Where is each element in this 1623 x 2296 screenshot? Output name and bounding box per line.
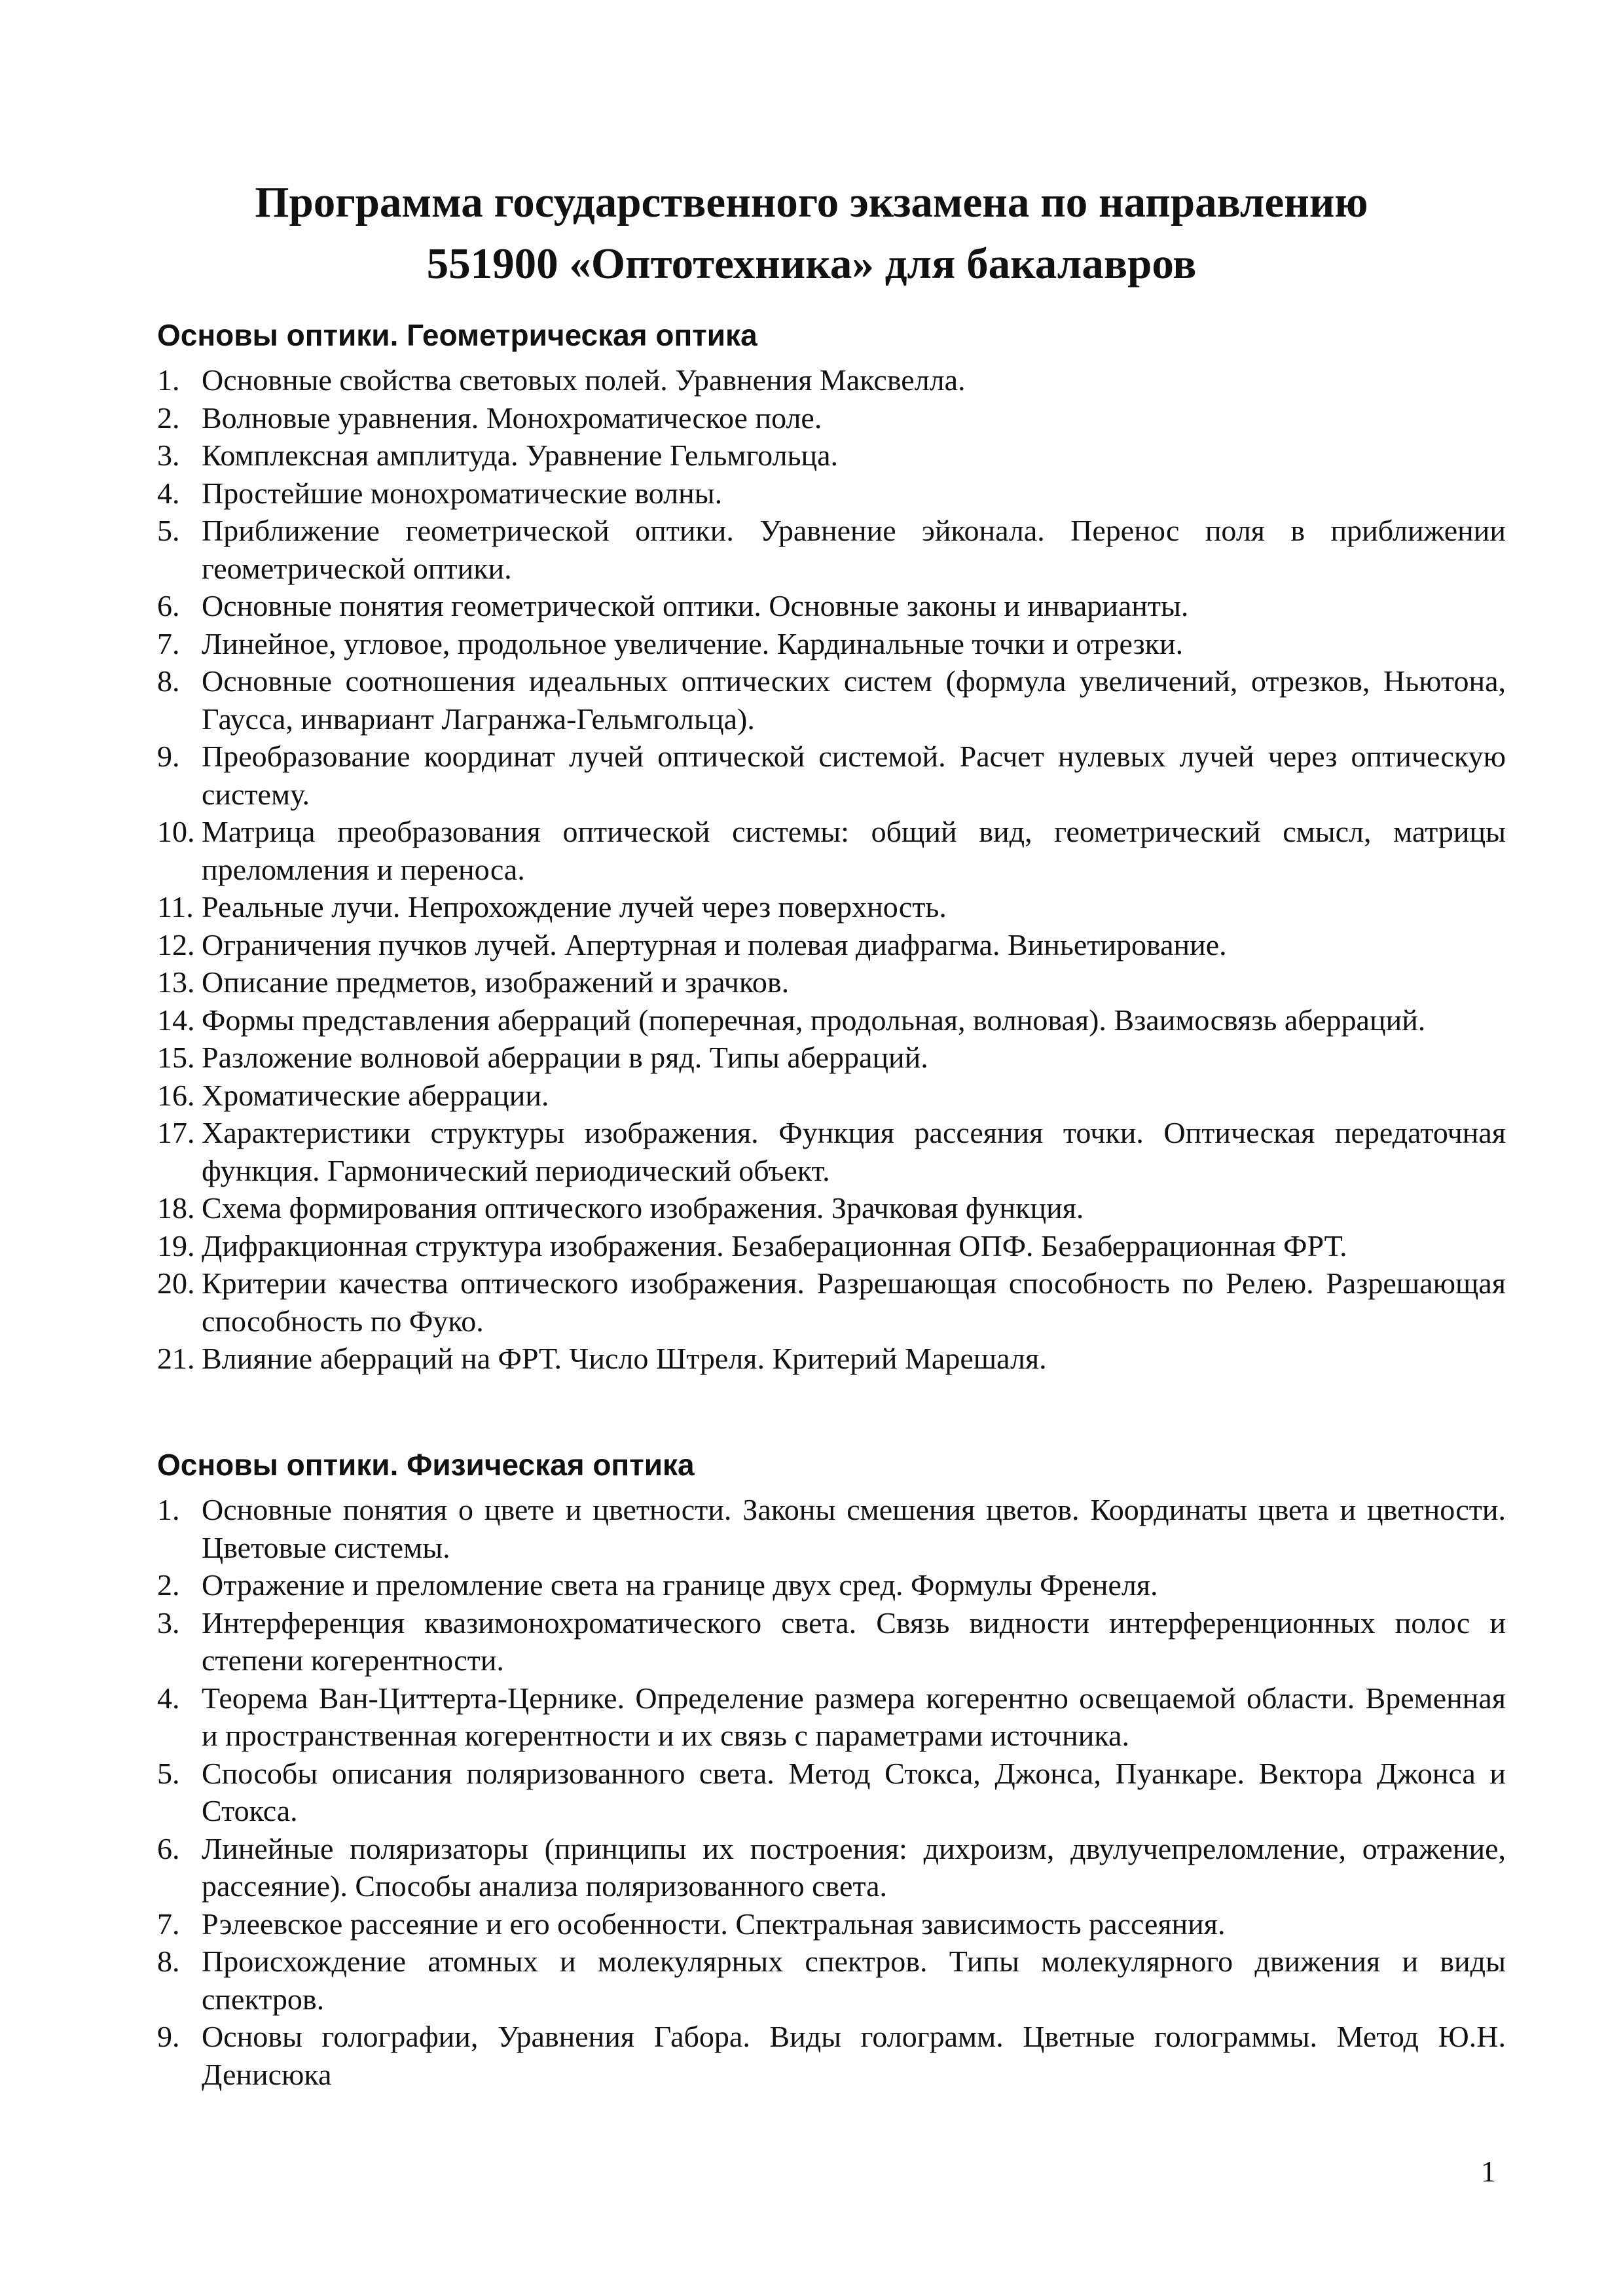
list-item-text: Линейные поляризаторы (принципы их построения: дихроизм, двулучепреломление, отражение, рассеяние). Способы анализа поляризованного света. [202, 1831, 1506, 1903]
list-item [157, 738, 1506, 813]
list-item [157, 1679, 1506, 1755]
list-item-number: 7. [157, 1907, 180, 1941]
list-item [157, 1905, 1506, 1943]
list-item-text: Интерференция квазимонохроматического света. Связь видности интерференционных полос и степени когерентности. [202, 1605, 1506, 1677]
list-item [157, 662, 1506, 738]
list-item [157, 1077, 1506, 1115]
list-item-number: 10. [157, 815, 195, 848]
list-item-text: Линейное, угловое, продольное увеличение. Кардинальные точки и отрезки. [202, 626, 1184, 660]
list-item-text: Основные свойства световых полей. Уравнения Максвелла. [202, 363, 966, 397]
list-item [157, 1943, 1506, 2018]
list-item-number: 3. [157, 439, 180, 472]
list-item-text: Критерии качества оптического изображения. Разрешающая способность по Релею. Разрешающая способность по Фуко. [202, 1266, 1506, 1338]
list-item [157, 1566, 1506, 1604]
list-item-number: 4. [157, 476, 180, 510]
list-item [157, 587, 1506, 625]
list-item-text: Способы описания поляризованного света. Метод Стокса, Джонса, Пуанкаре. Вектора Джонса и Стокса. [202, 1756, 1506, 1827]
list-item [157, 512, 1506, 587]
list-item [157, 2018, 1506, 2093]
list-item [157, 1265, 1506, 1340]
section-heading-physical-optics: Основы оптики. Физическая оптика [157, 1448, 695, 1482]
section-heading-geometric-optics: Основы оптики. Геометрическая оптика [157, 318, 757, 352]
list-item-text: Описание предметов, изображений и зрачков. [202, 965, 790, 999]
list-item-text: Основные соотношения идеальных оптических систем (формула увеличений, отрезков, Ньютона, Гаусса, инвариант Лагранжа-Гельмгольца). [202, 664, 1506, 736]
list-item [157, 1227, 1506, 1265]
list-item [157, 1189, 1506, 1227]
list-item-text: Формы представления аберраций (поперечная, продольная, волновая). Взаимосвязь аберраций. [202, 1003, 1426, 1037]
list-item [157, 1755, 1506, 1830]
list-item-number: 2. [157, 401, 180, 435]
list-item-number: 18. [157, 1191, 195, 1225]
list-item-text: Характеристики структуры изображения. Функция рассеяния точки. Оптическая передаточная функция. Гармонический периодический объект. [202, 1116, 1506, 1187]
list-item [157, 361, 1506, 399]
list-item [157, 1604, 1506, 1679]
list-item-text: Схема формирования оптического изображения. Зрачковая функция. [202, 1191, 1084, 1225]
list-item [157, 813, 1506, 888]
list-item-number: 1. [157, 1493, 180, 1526]
list-item-text: Разложение волновой аберрации в ряд. Типы аберраций. [202, 1041, 928, 1074]
list-item-text: Волновые уравнения. Монохроматическое поле. [202, 401, 822, 435]
list-item-number: 8. [157, 1945, 180, 1978]
list-item [157, 1114, 1506, 1189]
list-item-number: 4. [157, 1681, 180, 1715]
title-line-1: Программа государственного экзамена по направлению [255, 178, 1368, 226]
list-item-number: 21. [157, 1342, 195, 1375]
list-item-number: 9. [157, 2020, 180, 2053]
list-item-text: Простейшие монохроматические волны. [202, 476, 723, 510]
list-item-number: 14. [157, 1003, 195, 1037]
list-item-text: Матрица преобразования оптической системы: общий вид, геометрический смысл, матрицы преломления и переноса. [202, 815, 1506, 886]
list-item [157, 625, 1506, 663]
list-item-text: Влияние аберраций на ФРТ. Число Штреля. Критерий Марешаля. [202, 1342, 1047, 1375]
list-item-text: Основные понятия о цвете и цветности. Законы смешения цветов. Координаты цвета и цветности. Цветовые системы. [202, 1493, 1506, 1564]
list-item-number: 19. [157, 1229, 195, 1263]
list-item [157, 1830, 1506, 1905]
list-item [157, 399, 1506, 437]
list-item-number: 12. [157, 927, 195, 961]
list-item [157, 1001, 1506, 1039]
list-item-number: 1. [157, 363, 180, 397]
list-item-text: Основные понятия геометрической оптики. Основные законы и инварианты. [202, 589, 1189, 622]
list-item-number: 5. [157, 1756, 180, 1790]
geometric-optics-list [157, 361, 1506, 1378]
list-item-number: 20. [157, 1266, 195, 1300]
list-item-number: 8. [157, 664, 180, 698]
list-item-text: Хроматические аберрации. [202, 1078, 549, 1112]
list-item-text: Отражение и преломление света на границе двух сред. Формулы Френеля. [202, 1568, 1158, 1602]
page-number: 1 [1481, 2155, 1496, 2188]
list-item-number: 3. [157, 1605, 180, 1640]
list-item [157, 926, 1506, 964]
list-item-number: 5. [157, 514, 180, 547]
list-item-text: Теорема Ван-Циттерта-Цернике. Определение размера когерентно освещаемой области. Временная и пространственная когерентности и их связь с параметрами источника. [202, 1681, 1506, 1752]
list-item-number: 13. [157, 965, 195, 999]
list-item-number: 7. [157, 626, 180, 660]
title-line-2: 551900 «Оптотехника» для бакалавров [426, 240, 1197, 288]
list-item [157, 1491, 1506, 1566]
list-item-text: Реальные лучи. Непрохождение лучей через поверхность. [202, 890, 947, 924]
list-item-number: 2. [157, 1568, 180, 1602]
list-item-number: 6. [157, 589, 180, 622]
list-item [157, 1039, 1506, 1077]
list-item-number: 11. [157, 890, 194, 924]
list-item [157, 963, 1506, 1001]
list-item-number: 17. [157, 1116, 195, 1149]
list-item [157, 475, 1506, 512]
list-item-text: Рэлеевское рассеяние и его особенности. Спектральная зависимость рассеяния. [202, 1907, 1226, 1941]
list-item-number: 6. [157, 1831, 180, 1865]
list-item-text: Ограничения пучков лучей. Апертурная и полевая диафрагма. Виньетирование. [202, 927, 1227, 961]
list-item-text: Происхождение атомных и молекулярных спектров. Типы молекулярного движения и виды спектров. [202, 1945, 1506, 2016]
list-item-number: 15. [157, 1041, 195, 1074]
list-item-number: 9. [157, 740, 180, 773]
list-item-text: Основы голографии, Уравнения Габора. Виды голограмм. Цветные голограммы. Метод Ю.Н. Денисюка [202, 2020, 1506, 2091]
list-item [157, 888, 1506, 926]
page-title [0, 171, 1623, 295]
list-item-text: Преобразование координат лучей оптической системой. Расчет нулевых лучей через оптическую систему. [202, 740, 1506, 811]
list-item [157, 1340, 1506, 1378]
list-item [157, 437, 1506, 475]
list-item-text: Дифракционная структура изображения. Безаберационная ОПФ. Безаберрационная ФРТ. [202, 1229, 1347, 1263]
list-item-text: Комплексная амплитуда. Уравнение Гельмгольца. [202, 439, 839, 472]
list-item-number: 16. [157, 1078, 195, 1112]
physical-optics-list [157, 1491, 1506, 2093]
list-item-text: Приближение геометрической оптики. Уравнение эйконала. Перенос поля в приближении геометрической оптики. [202, 514, 1506, 585]
